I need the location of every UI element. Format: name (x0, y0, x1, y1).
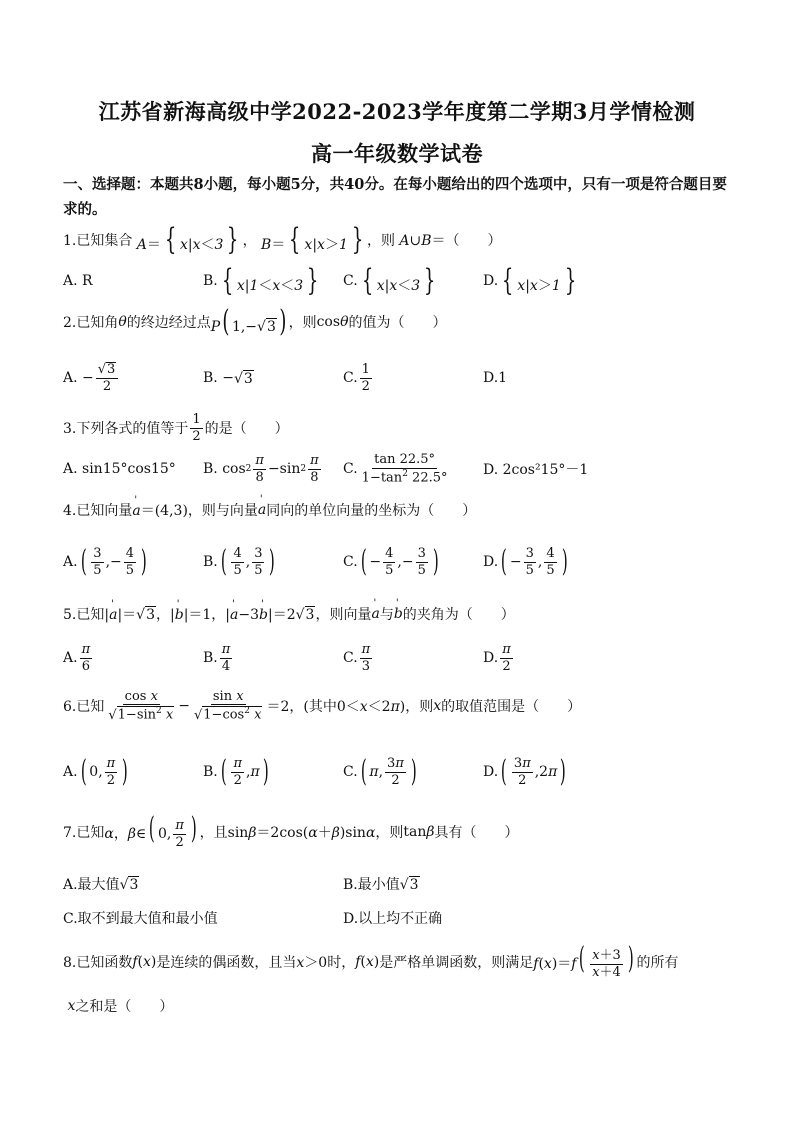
q8-fx-2: f(x) (355, 954, 380, 970)
q7-suffix: ，且 (199, 825, 228, 841)
question-8-line-2 (63, 986, 173, 1026)
q6-option-a[interactable]: A. ( 0, $\frac{\pi}{2}$ ) (63, 754, 128, 789)
q4-option-b[interactable]: B. ( $\frac{4}{5}$ , $\frac{3}{5}$ ) (203, 544, 276, 579)
q6-equals: ＝2 (266, 699, 290, 715)
q4-option-c-label: C. (343, 554, 358, 570)
q7-option-a[interactable]: A.最大值 √ 3 (63, 864, 139, 904)
q8-mid3: 是严格单调函数，则满足 (379, 955, 534, 971)
q7-domain: α，β∈( 0, $\frac{\pi}{2}$ ) (104, 811, 197, 850)
q8-equation: f(x)＝f( $\frac{x+3}{x+4}$ ) (533, 941, 634, 980)
q4-tail: 同向的单位向量的坐标为（ ） (266, 503, 477, 519)
q2-option-c-label: C. (343, 370, 358, 386)
q3-option-b-label: B. (203, 461, 218, 477)
q2-option-d[interactable]: D.1 (483, 370, 508, 386)
q1-option-d-label: D. (483, 273, 499, 289)
q4-option-d-label: D. (483, 554, 499, 570)
q3-option-c-label: C. (343, 461, 358, 477)
q2-cos: cosθ (316, 314, 349, 330)
q5-mid: 与 (379, 607, 394, 623)
question-1 (63, 220, 502, 260)
q6-mid: )，则 (399, 699, 434, 715)
q5-prefix: 5.已知 (63, 607, 105, 623)
q7-tail: ，则 (375, 825, 404, 841)
q8-fx-1: f(x) (132, 954, 157, 970)
section-heading: 一、选择题：本题共8小题，每小题5分，共40分。在每小题给出的四个选项中，只有一项是符合题目要求的。 (63, 176, 727, 218)
q7-option-b-label: B.最小值 (343, 877, 400, 893)
q2-option-b-label: B. (203, 370, 218, 386)
question-7 (63, 812, 519, 852)
q6-frac-1: cos x √ $1-\sin^2$ x (108, 688, 174, 723)
q6-suffix: ，(其中 (289, 699, 337, 715)
q1-option-b-label: B. (203, 273, 218, 289)
q5-option-b-label: B. (203, 650, 218, 666)
question-3 (63, 408, 289, 448)
q5-vec-a: ' a (371, 606, 379, 622)
q8-mid: 是连续的偶函数，且当 (156, 955, 297, 971)
q2-option-b[interactable]: B. − √ 3 (203, 370, 253, 387)
q2-point: P( 1,−√ 3 ) (210, 304, 287, 339)
q1-prefix: 1.已知集合 (63, 233, 133, 249)
q8-line2: 之和是（ ） (75, 999, 174, 1015)
q7-option-a-label: A.最大值 (63, 877, 120, 893)
q1-set-a: A＝ { x|x＜3 } (132, 222, 239, 257)
q1-option-a[interactable]: A. R (63, 273, 93, 289)
q2-suffix: ，则 (288, 315, 317, 331)
question-4 (63, 490, 476, 530)
q5-option-a[interactable]: A. $\frac{\pi}{6}$ (63, 641, 91, 674)
q8-prefix: 8.已知函数 (63, 955, 133, 971)
q6-x: x (433, 698, 442, 714)
q8-tail: 的所有 (636, 955, 679, 971)
q5-option-c[interactable]: C. $\frac{\pi}{3}$ (343, 641, 371, 674)
q5-option-d-label: D. (483, 650, 499, 666)
q6-tail: 的取值范围是（ ） (441, 699, 582, 715)
q7-equation: sinβ＝2cos(α＋β)sinα (227, 825, 376, 841)
q8-cond: x＞0 (296, 955, 328, 971)
q6-option-c[interactable]: C. ( π , $\frac{3\pi}{2}$ ) (343, 754, 417, 789)
q5-vec-b: ' b (394, 606, 403, 622)
q6-option-a-label: A. (63, 764, 78, 780)
q5-option-c-label: C. (343, 650, 358, 666)
q3-option-b[interactable]: B. cos 2 $\frac{\pi}{8}$ −sin 2 $\frac{\pi}{8}$ (203, 452, 319, 485)
q7-end: 具有（ ） (434, 825, 519, 841)
q7-tan: tanβ (403, 824, 435, 840)
q2-prefix: 2.已知角 (63, 315, 119, 331)
q5-conditions: |' a|＝√ 3 ，|' b|＝1，|' a−3' b|＝2√ 3 (104, 604, 315, 624)
q6-option-b[interactable]: B. ( $\frac{\pi}{2}$ , π ) (203, 754, 269, 789)
exam-subtitle: 高一年级数学试卷 (311, 141, 483, 166)
q4-option-c[interactable]: C. ( − $\frac{4}{5}$ ,− $\frac{3}{5}$ ) (343, 544, 439, 579)
q7-option-d[interactable]: D.以上均不正确 (343, 911, 443, 927)
question-2 (63, 302, 447, 342)
q7-option-b[interactable]: B.最小值 √ 3 (343, 864, 420, 904)
q1-option-c[interactable]: C. { x|x＜3 } (343, 263, 436, 298)
q1-paren: （ ） (445, 233, 502, 249)
q4-option-d[interactable]: D. ( − $\frac{3}{5}$ , $\frac{4}{5}$ ) (483, 544, 568, 579)
q3-option-a[interactable]: A. sin15°cos15° (63, 461, 176, 477)
q2-theta: θ (118, 314, 127, 330)
q6-option-d[interactable]: D. ( $\frac{3\pi}{2}$ ,2 π ) (483, 754, 567, 789)
q8-mid2: 时， (327, 955, 356, 971)
q1-option-b[interactable]: B. { x|1＜x＜3 } (203, 263, 319, 298)
q1-union: A∪B＝ (394, 233, 446, 249)
q2-tail: 的值为（ ） (348, 315, 447, 331)
q5-tail: 的夹角为（ ） (402, 607, 515, 623)
q3-option-d[interactable]: D. 2cos²15°－1 (483, 462, 589, 478)
q1-set-b: B＝ { x|x＞1 } (256, 222, 364, 257)
q4-suffix: ，则与向量 (187, 503, 258, 519)
q3-prefix: 3.下列各式的值等于 (63, 421, 189, 437)
q6-minus: − (178, 698, 190, 714)
question-5 (63, 594, 515, 634)
q6-frac-2: sin x √ $1-\cos^2$ x (193, 688, 262, 723)
q6-range: 0＜x＜2π (336, 699, 400, 715)
q1-option-c-label: C. (343, 273, 358, 289)
q4-vector: ' a＝(4,3) (132, 500, 188, 520)
q2-option-a[interactable]: A. − √ 3 2 (63, 356, 120, 400)
q2-option-a-label: A. (63, 370, 78, 386)
q7-option-c[interactable]: C.取不到最大值和最小值 (63, 911, 218, 927)
q8-x: x (63, 998, 76, 1014)
q4-option-a[interactable]: A. ( $\frac{3}{5}$ ,− $\frac{4}{5}$ ) (63, 544, 147, 579)
q2-option-c[interactable]: C. $\frac{1}{2}$ (343, 361, 370, 394)
q6-option-c-label: C. (343, 764, 358, 780)
q4-vector-ref: ' a (258, 502, 266, 518)
q5-option-d[interactable]: D. $\frac{\pi}{2}$ (483, 641, 511, 674)
q4-prefix: 4.已知向量 (63, 503, 133, 519)
q6-option-b-label: B. (203, 764, 218, 780)
q5-option-b[interactable]: B. $\frac{\pi}{4}$ (203, 641, 231, 674)
q3-fraction: $\frac{1}{2}$ (192, 411, 201, 444)
q1-suffix: ，则 (366, 233, 395, 249)
q2-mid: 的终边经过点 (126, 315, 211, 331)
q3-suffix: 的是（ ） (204, 421, 289, 437)
q7-prefix: 7.已知 (63, 825, 105, 841)
q5-suffix: ，则向量 (315, 607, 372, 623)
q4-option-a-label: A. (63, 554, 78, 570)
exam-title: 江苏省新海高级中学2022-2023学年度第二学期3月学情检测 (98, 99, 696, 124)
q6-option-d-label: D. (483, 764, 499, 780)
q5-option-a-label: A. (63, 650, 78, 666)
question-8 (63, 942, 679, 982)
q1-sep: ， (242, 233, 257, 249)
q1-option-d[interactable]: D. { x|x＞1 } (483, 263, 577, 298)
question-6 (63, 686, 581, 726)
q4-option-b-label: B. (203, 554, 218, 570)
q6-prefix: 6.已知 (63, 699, 105, 715)
q3-option-c[interactable]: C. $\frac{\tan 22.5^\circ}{1-\tan^2 22.5^\circ}$ (343, 452, 448, 486)
